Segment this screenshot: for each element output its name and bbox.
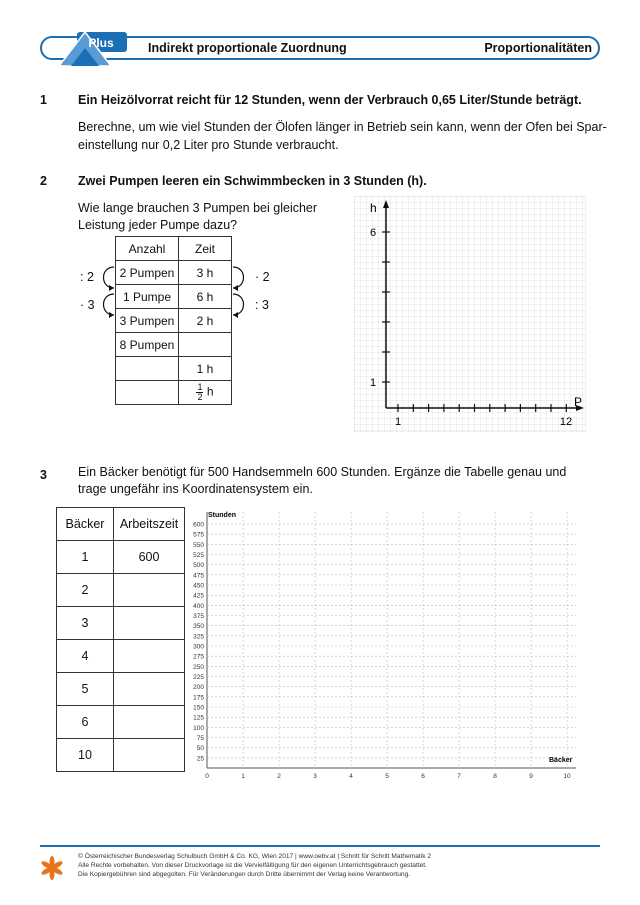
- task1-line2: einstellung nur 0,2 Liter pro Stunde verbraucht.: [78, 138, 339, 152]
- x-tick-label: 5: [385, 773, 389, 780]
- y-tick-label: 325: [193, 633, 204, 641]
- task2-question-line2: Leistung jeder Pumpe dazu?: [78, 218, 238, 232]
- x-axis-label: Bäcker: [549, 757, 573, 764]
- y-tick-label: 500: [193, 562, 204, 570]
- table-cell: [114, 673, 185, 706]
- table-cell: 1 h: [179, 357, 232, 381]
- y-tick-label: 125: [193, 714, 204, 722]
- table-row: [116, 357, 232, 381]
- footer-text: [78, 852, 431, 879]
- task2-question-line1: Wie lange brauchen 3 Pumpen bei gleicher: [78, 201, 318, 215]
- x-tick-label: 8: [493, 773, 497, 780]
- y-tick-label: 50: [196, 745, 204, 753]
- y-tick-label: 400: [193, 602, 204, 610]
- task2-table: [115, 236, 232, 405]
- table-header-time: Zeit: [179, 237, 232, 261]
- task1-heading: Ein Heizölvorrat reicht für 12 Stunden, wenn der Verbrauch 0,65 Liter/Stunde beträgt.: [78, 93, 582, 107]
- task1-line1: Berechne, um wie viel Stunden der Ölofen länger in Betrieb sein kann, wenn der Ofen bei Spar-: [78, 120, 607, 134]
- y-tick-label: 575: [193, 531, 204, 539]
- fraction: $\frac{1}{2}$: [197, 382, 203, 402]
- y-tick-label: 525: [193, 552, 204, 559]
- y-tick-label: 250: [193, 663, 204, 671]
- task3-graph: [186, 506, 582, 780]
- table-cell: 600: [114, 541, 185, 574]
- table-row: [57, 640, 185, 673]
- y-tick-label: 350: [193, 623, 204, 631]
- star-logo-icon: [40, 856, 64, 880]
- table-header-worktime: Arbeitszeit: [114, 508, 185, 541]
- y-tick-label: 475: [193, 572, 204, 580]
- task3-line2: trage ungefähr ins Koordinatensystem ein.: [78, 482, 313, 496]
- table-cell: 3: [57, 607, 114, 640]
- footer-divider: [40, 845, 600, 847]
- table-row: [57, 574, 185, 607]
- arrow-label-left-top: : 2: [80, 270, 94, 284]
- y-tick-label: 300: [193, 643, 204, 651]
- x-tick-label: 7: [457, 773, 461, 780]
- x-tick-label: 0: [205, 773, 209, 780]
- table-cell: 2: [57, 574, 114, 607]
- y-tick-label: 425: [193, 592, 204, 600]
- task2-graph: [354, 196, 586, 432]
- y-tick-label: 275: [193, 653, 204, 661]
- y-tick-label: 150: [193, 704, 204, 712]
- table-cell: 4: [57, 640, 114, 673]
- x-tick-label: 2: [277, 773, 281, 780]
- table-cell: [179, 333, 232, 357]
- x-tick-label: 3: [313, 773, 317, 780]
- y-tick-label: 100: [193, 724, 204, 732]
- y-tick-label: 550: [193, 541, 204, 549]
- table-cell: [114, 640, 185, 673]
- table-cell: [114, 607, 185, 640]
- table-row: [116, 309, 232, 333]
- table-cell: 1: [57, 541, 114, 574]
- y-tick-label: 25: [196, 755, 204, 763]
- y-axis-label: h: [370, 201, 377, 215]
- task2-number: 2: [40, 174, 47, 188]
- x-tick-label: 6: [421, 773, 425, 780]
- y-tick-label: 200: [193, 684, 204, 692]
- table-row: [116, 261, 232, 285]
- y-tick-label: 225: [193, 674, 204, 681]
- task2-heading: Zwei Pumpen leeren ein Schwimmbecken in 3 Stunden (h).: [78, 174, 427, 188]
- arrow-label-left-bottom: · 3: [80, 298, 95, 312]
- y-tick-label: 600: [193, 521, 204, 529]
- x-tick-label: 12: [559, 416, 573, 428]
- table-cell: 6: [57, 706, 114, 739]
- y-tick-label: 6: [370, 227, 377, 239]
- worksheet-title: Indirekt proportionale Zuordnung: [148, 41, 347, 55]
- table-cell: 6 h: [179, 285, 232, 309]
- task3-line1: Ein Bäcker benötigt für 500 Handsemmeln 600 Stunden. Ergänze die Tabelle genau und: [78, 465, 567, 479]
- table-header-count: Anzahl: [116, 237, 179, 261]
- table-cell: [114, 706, 185, 739]
- table-row: [57, 541, 185, 574]
- table-cell: 2 h: [179, 309, 232, 333]
- footer-line: Alle Rechte vorbehalten. Von dieser Druckvorlage ist die Vervielfältigung für den eigenen Unterrichtsgebrauch gestattet.: [78, 862, 427, 869]
- table-row: [116, 285, 232, 309]
- x-tick-label: 1: [394, 416, 402, 428]
- arrow-label-right-top: · 2: [255, 270, 270, 284]
- task3-table: [56, 507, 185, 772]
- table-cell: [114, 574, 185, 607]
- y-tick-label: 375: [193, 613, 204, 620]
- x-tick-label: 4: [349, 773, 353, 780]
- table-cell-fraction: $\frac{1}{2}$ h: [179, 381, 232, 405]
- plus-logo: [55, 30, 131, 68]
- y-tick-label: 175: [193, 694, 204, 702]
- table-cell: 10: [57, 739, 114, 772]
- x-tick-label: 9: [529, 773, 533, 780]
- y-tick-label: 450: [193, 582, 204, 590]
- table-row: [57, 739, 185, 772]
- footer-line: Die Kopiergebühren sind abgegolten. Für Veränderungen durch Dritte übernimmt der Verlag keine Verantwortung.: [78, 871, 411, 878]
- worksheet-category: Proportionalitäten: [484, 41, 592, 55]
- x-tick-label: 1: [241, 773, 245, 780]
- footer-line: © Österreichischer Bundesverlag Schulbuch GmbH & Co. KG, Wien 2017 | www.oebv.at | Schritt für Schritt Mathematik 2: [78, 853, 432, 860]
- arrow-label-right-bottom: : 3: [255, 298, 269, 312]
- table-cell: 8 Pumpen: [116, 333, 179, 357]
- table-row: [116, 333, 232, 357]
- x-axis-label: P: [574, 395, 583, 409]
- table-cell: [114, 739, 185, 772]
- table-cell: 1 Pumpe: [116, 285, 179, 309]
- table-cell: 3 h: [179, 261, 232, 285]
- table-header-bakers: Bäcker: [57, 508, 114, 541]
- table-cell: [116, 357, 179, 381]
- logo-text: Plus: [88, 36, 114, 50]
- y-tick-label: 75: [196, 735, 204, 742]
- table-row: [57, 706, 185, 739]
- y-tick-label: 1: [370, 377, 377, 389]
- task3-number: 3: [40, 468, 47, 482]
- task1-number: 1: [40, 93, 47, 107]
- y-axis-label: Stunden: [208, 512, 236, 519]
- table-cell: 5: [57, 673, 114, 706]
- table-row: [57, 607, 185, 640]
- table-cell: 2 Pumpen: [116, 261, 179, 285]
- table-row: [116, 381, 232, 405]
- table-cell: [116, 381, 179, 405]
- table-cell: 3 Pumpen: [116, 309, 179, 333]
- x-tick-label: 10: [563, 773, 571, 780]
- table-row: [57, 673, 185, 706]
